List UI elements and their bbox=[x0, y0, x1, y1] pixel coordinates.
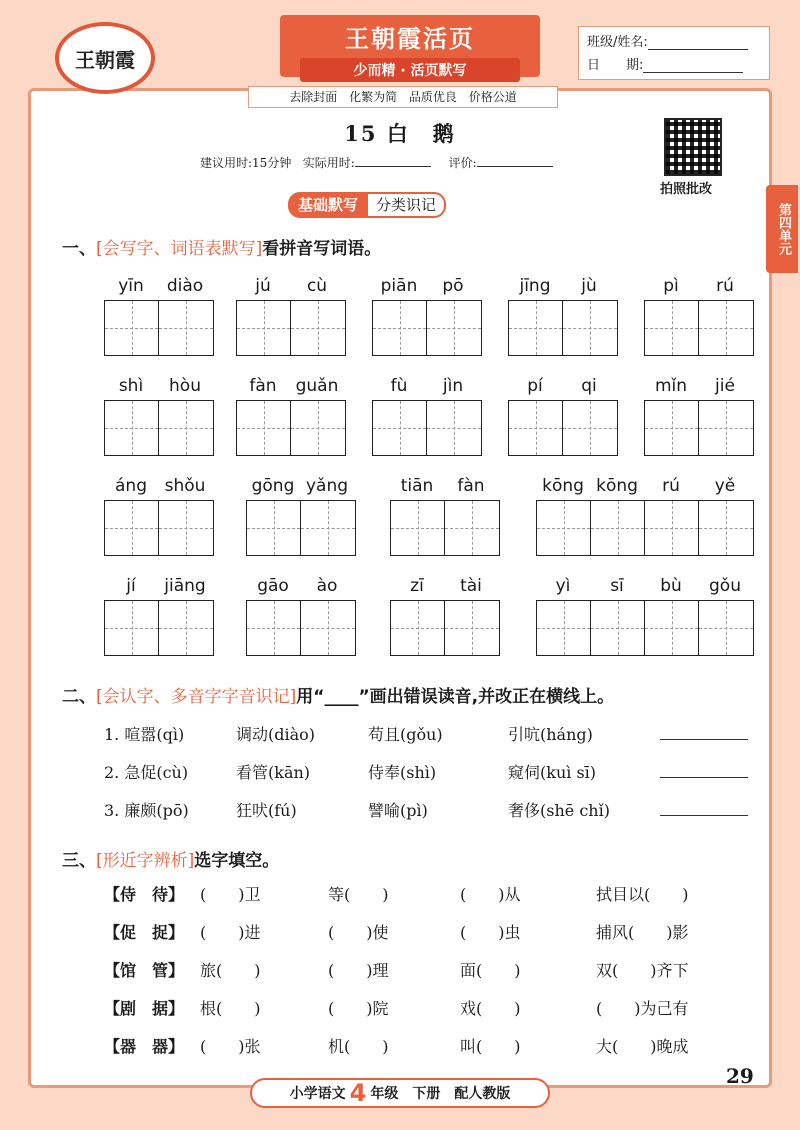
pinyin-syllable: gǒu bbox=[709, 576, 741, 596]
tian-grid-box[interactable] bbox=[301, 601, 355, 655]
fill-blank-item[interactable]: 面( ) bbox=[460, 961, 521, 980]
reading-item[interactable]: 3. 廉颇(pō) bbox=[104, 801, 189, 820]
tian-grid-box[interactable] bbox=[291, 401, 345, 455]
reading-item[interactable]: 窥伺(kuì sī) bbox=[508, 763, 597, 782]
fill-blank-item[interactable]: ( )院 bbox=[328, 999, 389, 1018]
correction-line[interactable] bbox=[660, 722, 748, 740]
pinyin-syllable: mǐn bbox=[654, 376, 688, 396]
tian-grid-box[interactable] bbox=[391, 501, 445, 555]
section-tag-sub: 分类识记 bbox=[368, 192, 446, 218]
writing-boxes bbox=[644, 300, 754, 356]
pinyin-labels bbox=[390, 570, 500, 596]
footer-subject: 小学语文 bbox=[289, 1086, 346, 1102]
tian-grid-box[interactable] bbox=[699, 501, 753, 555]
pinyin-word bbox=[246, 470, 356, 556]
footer-edition: 年级 下册 配人教版 bbox=[370, 1086, 511, 1102]
lesson-title: 15 白 鹅 bbox=[344, 121, 456, 146]
tian-grid-box[interactable] bbox=[699, 301, 753, 355]
fill-blank-item[interactable]: ( )使 bbox=[328, 923, 389, 942]
tian-grid-box[interactable] bbox=[237, 401, 291, 455]
date-label: 日 期: bbox=[587, 58, 644, 73]
pinyin-syllable: diào bbox=[166, 276, 204, 296]
pinyin-word bbox=[236, 270, 346, 356]
pinyin-syllable: jìn bbox=[442, 376, 464, 396]
char-pair: 【剧 据】 bbox=[104, 999, 185, 1018]
pinyin-syllable: yīn bbox=[118, 276, 144, 296]
pinyin-word bbox=[372, 270, 482, 356]
pinyin-syllable: fàn bbox=[457, 476, 485, 496]
pinyin-syllable: pí bbox=[527, 376, 543, 396]
writing-boxes bbox=[508, 400, 618, 456]
q2-row bbox=[104, 722, 748, 745]
tian-grid-box[interactable] bbox=[427, 401, 481, 455]
fill-blank-item[interactable]: ( )理 bbox=[328, 961, 389, 980]
pinyin-syllable: yě bbox=[714, 476, 736, 496]
pinyin-syllable: bù bbox=[660, 576, 682, 596]
reading-item[interactable]: 譬喻(pì) bbox=[368, 801, 428, 820]
fill-blank-item[interactable]: ( )为己有 bbox=[596, 999, 689, 1018]
fill-blank-item[interactable]: 机( ) bbox=[328, 1037, 389, 1056]
writing-boxes bbox=[536, 500, 754, 556]
pinyin-labels bbox=[372, 370, 482, 396]
reading-item[interactable]: 引吭(háng) bbox=[508, 725, 593, 744]
slogan: 去除封面 化繁为简 品质优良 价格公道 bbox=[248, 86, 558, 108]
pinyin-labels bbox=[246, 570, 356, 596]
pinyin-labels bbox=[390, 470, 500, 496]
pinyin-word bbox=[104, 570, 214, 656]
writing-boxes bbox=[390, 600, 500, 656]
pinyin-word bbox=[536, 570, 754, 656]
tian-grid-box[interactable] bbox=[105, 301, 159, 355]
pinyin-syllable: jiāng bbox=[164, 576, 206, 596]
tian-grid-box[interactable] bbox=[563, 301, 617, 355]
pinyin-syllable: pì bbox=[663, 276, 679, 296]
fill-blank-item[interactable]: 捕风( )影 bbox=[596, 923, 689, 942]
pinyin-syllable: rú bbox=[662, 476, 680, 496]
tian-grid-box[interactable] bbox=[105, 501, 159, 555]
brand-logo: 王朝霞 bbox=[55, 22, 155, 94]
writing-boxes bbox=[372, 300, 482, 356]
writing-boxes bbox=[536, 600, 754, 656]
char-pair: 【馆 管】 bbox=[104, 961, 185, 980]
char-pair: 【促 捉】 bbox=[104, 923, 185, 942]
q3-row bbox=[104, 996, 736, 1019]
tian-grid-box[interactable] bbox=[105, 601, 159, 655]
tian-grid-box[interactable] bbox=[159, 601, 213, 655]
reading-item[interactable]: 2. 急促(cù) bbox=[104, 763, 189, 782]
reading-item[interactable]: 奢侈(shē chǐ) bbox=[508, 801, 610, 820]
pinyin-word bbox=[644, 270, 754, 356]
qr-label: 拍照批改 bbox=[660, 182, 713, 197]
fill-blank-item[interactable]: ( )张 bbox=[200, 1037, 261, 1056]
tian-grid-box[interactable] bbox=[105, 401, 159, 455]
writing-boxes bbox=[372, 400, 482, 456]
q1-number: 一、 bbox=[62, 239, 96, 259]
pinyin-word bbox=[246, 570, 356, 656]
pinyin-labels bbox=[644, 270, 754, 296]
page-number: 29 bbox=[726, 1064, 754, 1088]
q3-row bbox=[104, 920, 736, 943]
pinyin-syllable: fù bbox=[390, 376, 408, 396]
header bbox=[0, 0, 800, 110]
pinyin-syllable: sī bbox=[610, 576, 624, 596]
pinyin-word bbox=[104, 370, 214, 456]
pinyin-syllable: jié bbox=[715, 376, 735, 396]
q3-hint: [形近字辨析] bbox=[96, 851, 195, 871]
pinyin-word bbox=[372, 370, 482, 456]
tian-grid-box[interactable] bbox=[247, 601, 301, 655]
pinyin-syllable: tài bbox=[460, 576, 482, 596]
tian-grid-box[interactable] bbox=[645, 501, 699, 555]
tian-grid-box[interactable] bbox=[445, 501, 499, 555]
actual-time-field[interactable] bbox=[355, 166, 431, 167]
pinyin-syllable: jīng bbox=[519, 276, 551, 296]
fill-blank-item[interactable]: 双( )齐下 bbox=[596, 961, 689, 980]
q2-hint: [会认字、多音字字音识记] bbox=[96, 687, 297, 707]
q1-row bbox=[100, 570, 760, 660]
pinyin-syllable: rú bbox=[716, 276, 734, 296]
tian-grid-box[interactable] bbox=[301, 501, 355, 555]
writing-boxes bbox=[508, 300, 618, 356]
tian-grid-box[interactable] bbox=[373, 401, 427, 455]
pinyin-syllable: shǒu bbox=[164, 476, 206, 496]
pinyin-labels bbox=[508, 370, 618, 396]
actual-time-label: 实际用时: bbox=[302, 156, 355, 170]
pinyin-syllable: yì bbox=[555, 576, 571, 596]
q3-row bbox=[104, 958, 736, 981]
suggest-time: 建议用时:15分钟 bbox=[200, 156, 292, 170]
writing-boxes bbox=[236, 400, 346, 456]
tian-grid-box[interactable] bbox=[159, 501, 213, 555]
brand-title: 王朝霞活页 bbox=[345, 24, 475, 53]
q2-heading bbox=[62, 682, 614, 707]
eval-field[interactable] bbox=[477, 166, 553, 167]
pinyin-word bbox=[536, 470, 754, 556]
pinyin-syllable: jù bbox=[581, 276, 597, 296]
reading-item[interactable]: 调动(diào) bbox=[236, 725, 316, 744]
pinyin-syllable: yǎng bbox=[305, 476, 349, 496]
brand-banner bbox=[280, 15, 540, 77]
reading-item[interactable]: 侍奉(shì) bbox=[368, 763, 437, 782]
pinyin-labels bbox=[644, 370, 754, 396]
pinyin-labels bbox=[104, 570, 214, 596]
fill-blank-item[interactable]: ( )卫 bbox=[200, 885, 261, 904]
writing-boxes bbox=[104, 400, 214, 456]
pinyin-labels bbox=[508, 270, 618, 296]
fill-blank-item[interactable]: 等( ) bbox=[328, 885, 389, 904]
pinyin-syllable: kōng bbox=[542, 476, 584, 496]
date-field[interactable] bbox=[643, 59, 743, 73]
qr-code[interactable] bbox=[664, 118, 722, 176]
q1-row bbox=[100, 470, 760, 560]
pinyin-labels bbox=[246, 470, 356, 496]
writing-boxes bbox=[104, 500, 214, 556]
q3-row bbox=[104, 1034, 736, 1057]
tian-grid-box[interactable] bbox=[373, 301, 427, 355]
q3-heading bbox=[62, 846, 279, 871]
writing-boxes bbox=[644, 400, 754, 456]
tian-grid-box[interactable] bbox=[537, 501, 591, 555]
tian-grid-box[interactable] bbox=[699, 601, 753, 655]
q2-number: 二、 bbox=[62, 687, 96, 707]
pinyin-labels bbox=[372, 270, 482, 296]
reading-item[interactable]: 看管(kān) bbox=[236, 763, 311, 782]
correction-line[interactable] bbox=[660, 798, 748, 816]
reading-item[interactable]: 苟且(gǒu) bbox=[368, 725, 443, 744]
tian-grid-box[interactable] bbox=[591, 501, 645, 555]
pinyin-syllable: fàn bbox=[249, 376, 277, 396]
fill-blank-item[interactable]: 戏( ) bbox=[460, 999, 521, 1018]
pinyin-syllable: cù bbox=[306, 276, 328, 296]
writing-boxes bbox=[390, 500, 500, 556]
q1-text: 看拼音写词语。 bbox=[262, 239, 382, 259]
char-pair: 【侍 待】 bbox=[104, 885, 185, 904]
lesson-meta bbox=[200, 154, 567, 171]
q1-row bbox=[100, 370, 760, 460]
pinyin-syllable: gāo bbox=[257, 576, 289, 596]
tian-grid-box[interactable] bbox=[291, 301, 345, 355]
q1-row bbox=[100, 270, 760, 360]
q3-row bbox=[104, 882, 736, 905]
pinyin-labels bbox=[536, 470, 754, 496]
fill-blank-item[interactable]: 大( )晚成 bbox=[596, 1037, 689, 1056]
fill-blank-item[interactable]: 根( ) bbox=[200, 999, 261, 1018]
pinyin-syllable: ào bbox=[316, 576, 338, 596]
pinyin-word bbox=[508, 270, 618, 356]
writing-boxes bbox=[104, 600, 214, 656]
class-name-label: 班级/姓名: bbox=[587, 35, 648, 50]
pinyin-word bbox=[104, 270, 214, 356]
pinyin-labels bbox=[236, 270, 346, 296]
q2-row bbox=[104, 760, 748, 783]
section-tag-main: 基础默写 bbox=[288, 192, 368, 218]
fill-blank-item[interactable]: 拭目以( ) bbox=[596, 885, 689, 904]
tian-grid-box[interactable] bbox=[445, 601, 499, 655]
q1-hint: [会写字、词语表默写] bbox=[96, 239, 263, 259]
pinyin-syllable: qi bbox=[581, 376, 597, 396]
pinyin-word bbox=[104, 470, 214, 556]
reading-item[interactable]: 狂吠(fú) bbox=[236, 801, 297, 820]
section-tag bbox=[288, 192, 446, 218]
pinyin-syllable: zī bbox=[410, 576, 424, 596]
pinyin-word bbox=[390, 470, 500, 556]
tian-grid-box[interactable] bbox=[509, 401, 563, 455]
unit-tab: 第四单元 bbox=[766, 185, 798, 273]
q2-text: 用“____”画出错误读音,并改正在横线上。 bbox=[296, 687, 615, 707]
pinyin-word bbox=[508, 370, 618, 456]
pinyin-labels bbox=[104, 370, 214, 396]
brand-subtitle: 少而精 · 活页默写 bbox=[300, 58, 520, 82]
pinyin-labels bbox=[104, 470, 214, 496]
reading-item[interactable]: 1. 喧嚣(qì) bbox=[104, 725, 185, 744]
writing-boxes bbox=[104, 300, 214, 356]
name-box bbox=[578, 26, 770, 80]
pinyin-labels bbox=[236, 370, 346, 396]
pinyin-syllable: gōng bbox=[251, 476, 295, 496]
fill-blank-item[interactable]: ( )虫 bbox=[460, 923, 521, 942]
q3-text: 选字填空。 bbox=[194, 851, 280, 871]
pinyin-syllable: jú bbox=[255, 276, 271, 296]
pinyin-word bbox=[236, 370, 346, 456]
fill-blank-item[interactable]: ( )进 bbox=[200, 923, 261, 942]
tian-grid-box[interactable] bbox=[509, 301, 563, 355]
fill-blank-item[interactable]: ( )从 bbox=[460, 885, 521, 904]
pinyin-labels bbox=[104, 270, 214, 296]
tian-grid-box[interactable] bbox=[645, 401, 699, 455]
tian-grid-box[interactable] bbox=[237, 301, 291, 355]
char-pair: 【器 器】 bbox=[104, 1037, 185, 1056]
writing-boxes bbox=[236, 300, 346, 356]
tian-grid-box[interactable] bbox=[699, 401, 753, 455]
footer-grade: 4 bbox=[349, 1079, 367, 1107]
tian-grid-box[interactable] bbox=[159, 301, 213, 355]
pinyin-labels bbox=[536, 570, 754, 596]
q2-row bbox=[104, 798, 748, 821]
class-name-field[interactable] bbox=[648, 36, 748, 50]
tian-grid-box[interactable] bbox=[159, 401, 213, 455]
pinyin-syllable: kōng bbox=[596, 476, 638, 496]
pinyin-word bbox=[644, 370, 754, 456]
pinyin-syllable: jí bbox=[126, 576, 136, 596]
tian-grid-box[interactable] bbox=[563, 401, 617, 455]
tian-grid-box[interactable] bbox=[645, 301, 699, 355]
tian-grid-box[interactable] bbox=[427, 301, 481, 355]
tian-grid-box[interactable] bbox=[247, 501, 301, 555]
tian-grid-box[interactable] bbox=[391, 601, 445, 655]
fill-blank-item[interactable]: 叫( ) bbox=[460, 1037, 521, 1056]
pinyin-syllable: hòu bbox=[169, 376, 201, 396]
tian-grid-box[interactable] bbox=[591, 601, 645, 655]
pinyin-syllable: shì bbox=[118, 376, 144, 396]
pinyin-syllable: tiān bbox=[400, 476, 434, 496]
fill-blank-item[interactable]: 旅( ) bbox=[200, 961, 261, 980]
footer-badge bbox=[250, 1078, 550, 1108]
writing-boxes bbox=[246, 600, 356, 656]
tian-grid-box[interactable] bbox=[645, 601, 699, 655]
pinyin-word bbox=[390, 570, 500, 656]
pinyin-syllable: guǎn bbox=[295, 376, 339, 396]
eval-label: 评价: bbox=[448, 156, 477, 170]
tian-grid-box[interactable] bbox=[537, 601, 591, 655]
pinyin-syllable: piān bbox=[380, 276, 418, 296]
writing-boxes bbox=[246, 500, 356, 556]
pinyin-syllable: pō bbox=[442, 276, 464, 296]
correction-line[interactable] bbox=[660, 760, 748, 778]
q1-heading bbox=[62, 234, 381, 259]
pinyin-syllable: áng bbox=[115, 476, 147, 496]
q3-number: 三、 bbox=[62, 851, 96, 871]
